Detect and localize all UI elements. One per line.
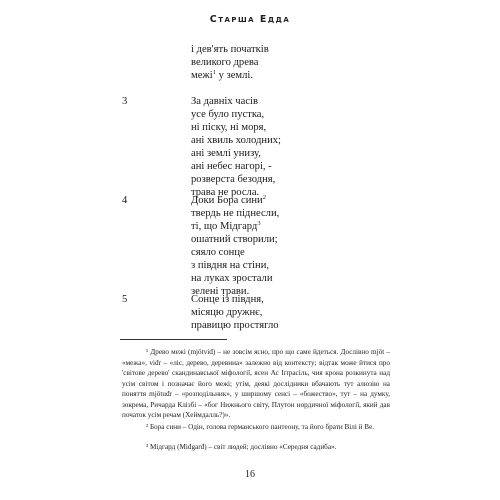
page-number: 16 bbox=[245, 469, 255, 480]
poem-line: усе було пустка, bbox=[191, 109, 265, 120]
stanza-number: 3 bbox=[122, 96, 128, 107]
poem-line: межі$^1$ у землі. bbox=[191, 69, 253, 81]
stanza-number: 4 bbox=[122, 195, 128, 206]
stanza-number: 5 bbox=[122, 294, 128, 305]
footnote-ref: 3 bbox=[257, 220, 261, 227]
poem-line: правицю простягло bbox=[191, 320, 279, 331]
poem-line: ані небес нагорі, - bbox=[191, 161, 272, 172]
poem-line: зелені трави. bbox=[191, 286, 250, 297]
footnote-1: ¹ Древо межі (mjötviđ) – не зовсім ясно, про що саме йдеться. Дослівно mjöt – «межа», viđr – «ліс, дерево, деревина» залежно від контексту; відтак може йтися про 'світове дерево' скандинавської міфології, ясен Ас Іґґрасіль, чия крона розкинута над усім світом і позначає його межі; утім, деякі дослідники вбачають тут алюзію на поняття mjötuđr – «розподільник», у ширшому сенсі – «божество», тут – на думку, зокрема, Ричарда Клізбі – «бог Нижнього світу, Плутон нордичної міфології, який дав початок усім речам (Хеймдалль?)». bbox=[122, 348, 390, 419]
poem-line: За давніх часів bbox=[191, 96, 258, 107]
footnote-divider bbox=[120, 339, 227, 340]
poem-line: ні піску, ні моря, bbox=[191, 122, 267, 133]
poem-line: ані землі унизу, bbox=[191, 148, 261, 159]
poem-line: місяцю дружнє, bbox=[191, 307, 263, 318]
poem-line: сяяло сонце bbox=[191, 247, 245, 258]
footnote-3: ³ Мідгард (Miđgarđ) – світ людей; дослівно «Середня садиба». bbox=[146, 443, 337, 451]
poem-line: ті, що Мідгард$^3$ bbox=[191, 220, 261, 232]
poem-line: і дев'ять початків bbox=[191, 44, 269, 55]
poem-line: твердь не піднесли, bbox=[191, 208, 280, 219]
footnote-2: ² Бора сини – Одін, голова германського пантеону, та його брати Вілі й Ве. bbox=[146, 423, 375, 431]
poem-line: трава не росла. bbox=[191, 187, 260, 198]
poem-line: ані хвиль холодних; bbox=[191, 135, 281, 146]
poem-line: розверста безодня, bbox=[191, 174, 276, 185]
poem-line: великого древа bbox=[191, 57, 259, 68]
running-header: Старша Едда bbox=[209, 14, 291, 25]
poem-line: на луках зростали bbox=[191, 273, 273, 284]
poem-line: ошатний створили; bbox=[191, 234, 278, 245]
footnote-ref: 2 bbox=[262, 194, 266, 201]
poem-line: Доки Бора сини$^2$ bbox=[191, 194, 266, 206]
poem-line: з півдня на стіни, bbox=[191, 260, 270, 271]
footnote-ref: 1 bbox=[212, 69, 216, 76]
poem-line: Сонце із півдня, bbox=[191, 294, 264, 305]
